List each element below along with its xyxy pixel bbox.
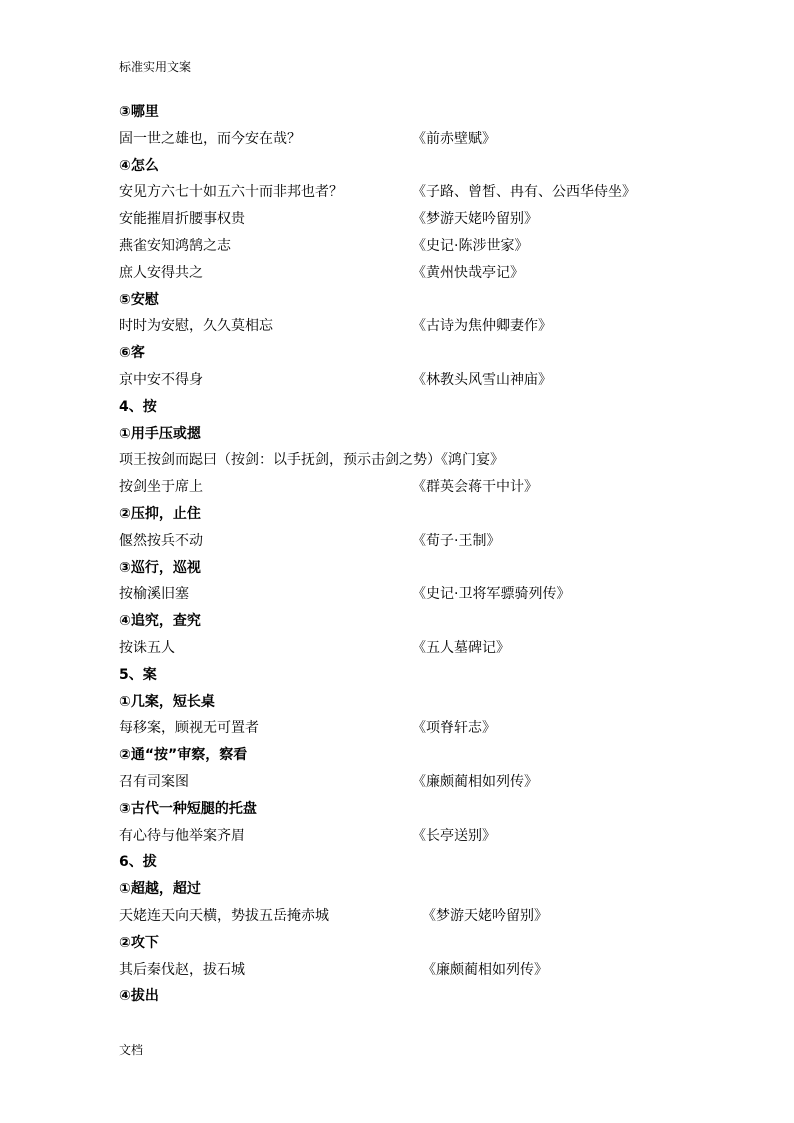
quote-text: 安能摧眉折腰事权贵 [119,211,245,228]
example-line [119,528,719,555]
source-title: 《黄州快哉亭记》 [412,264,524,281]
quote-text: 按剑坐于席上 [119,479,203,496]
example-line [119,260,719,287]
heading-text: ③哪里 [119,104,159,120]
example-line [119,635,719,662]
section-heading [119,501,719,528]
source-title: 《林教头风雪山神庙》 [412,371,552,388]
source-title: 《群英会蒋干中计》 [412,479,538,496]
example-line [119,769,719,796]
heading-text: ①几案，短长桌 [119,693,215,710]
example-line [119,313,719,340]
quote-text: 京中安不得身 [119,371,203,388]
section-heading [119,421,719,448]
quote-text: 天姥连天向天横，势拔五岳掩赤城 [119,907,329,924]
section-heading [119,153,719,180]
heading-text: ①用手压或摁 [119,425,201,442]
example-line [119,474,719,501]
section-heading [119,742,719,769]
document-body [119,99,719,1010]
source-title: 《廉颇蔺相如列传》 [412,773,538,790]
example-line [119,367,719,394]
heading-text: 5、案 [119,666,157,683]
source-title: 《长亭送别》 [412,827,496,844]
quote-text: 偃然按兵不动 [119,532,203,549]
heading-text: ⑥客 [119,345,145,362]
source-title: 《史记·卫将军骠骑列传》 [412,586,571,603]
quote-text: 有心待与他举案齐眉 [119,827,245,844]
source-title: 《廉颇蔺相如列传》 [422,961,548,978]
quote-text: 召有司案图 [119,773,189,790]
section-heading [119,689,719,716]
source-title: 《项脊轩志》 [412,720,496,737]
quote-text: 时时为安慰，久久莫相忘 [119,318,273,335]
heading-text: ④追究，查究 [119,613,201,630]
heading-text: ②攻下 [119,934,159,951]
heading-text: ③古代一种短腿的托盘 [119,800,257,817]
source-title: 《荀子·王制》 [412,532,501,549]
heading-text: ⑤安慰 [119,291,159,308]
section-heading [119,662,719,689]
section-heading [119,608,719,635]
quote-text: 按榆溪旧塞 [119,586,189,603]
example-line [119,715,719,742]
source-title: 《子路、曾皙、冉有、公西华侍坐》 [412,184,636,201]
example-line [119,581,719,608]
section-heading [119,849,719,876]
example-line [119,823,719,850]
quote-text: 其后秦伐赵，拔石城 [119,961,245,978]
source-title: 《五人墓碑记》 [412,639,510,656]
heading-text: ②通“按”审察，察看 [119,747,248,764]
quote-text: 安见方六七十如五六十而非邦也者？ [119,184,343,201]
quote-text: 庶人安得共之 [119,264,203,281]
page-header: 标准实用文案 [119,60,192,74]
section-heading [119,555,719,582]
heading-text: ①超越，超过 [119,881,201,898]
heading-text: 4、按 [119,398,157,415]
source-title: 《梦游天姥吟留别》 [412,211,538,228]
source-title: 《梦游天姥吟留别》 [422,907,548,924]
heading-text: 6、拔 [119,854,157,871]
example-line [119,126,719,153]
heading-text: ④拔出 [119,988,159,1005]
example-line [119,206,719,233]
heading-text: ③巡行，巡视 [119,559,201,576]
example-line [119,179,719,206]
source-title: 《前赤壁赋》 [412,130,496,147]
quote-text: 项王按剑而跽曰（按剑：以手抚剑，预示击剑之势）《鸿门宴》 [119,452,504,469]
heading-text: ④怎么 [119,157,159,174]
section-heading [119,876,719,903]
section-heading [119,930,719,957]
quote-text: 按诛五人 [119,639,175,656]
section-heading [119,394,719,421]
example-line [119,903,719,930]
quote-text: 燕雀安知鸿鹄之志 [119,237,231,254]
example-line [119,447,719,474]
example-line [119,957,719,984]
section-heading [119,99,719,126]
source-title: 《史记·陈涉世家》 [412,237,529,254]
quote-text: 每移案，顾视无可置者 [119,720,259,737]
quote-text: 固一世之雄也，而今安在哉？ [119,130,301,147]
section-heading [119,287,719,314]
section-heading [119,340,719,367]
section-heading [119,796,719,823]
page-footer: 文档 [119,1043,144,1057]
heading-text: ②压抑，止住 [119,505,201,522]
section-heading [119,983,719,1010]
source-title: 《古诗为焦仲卿妻作》 [412,318,552,335]
example-line [119,233,719,260]
